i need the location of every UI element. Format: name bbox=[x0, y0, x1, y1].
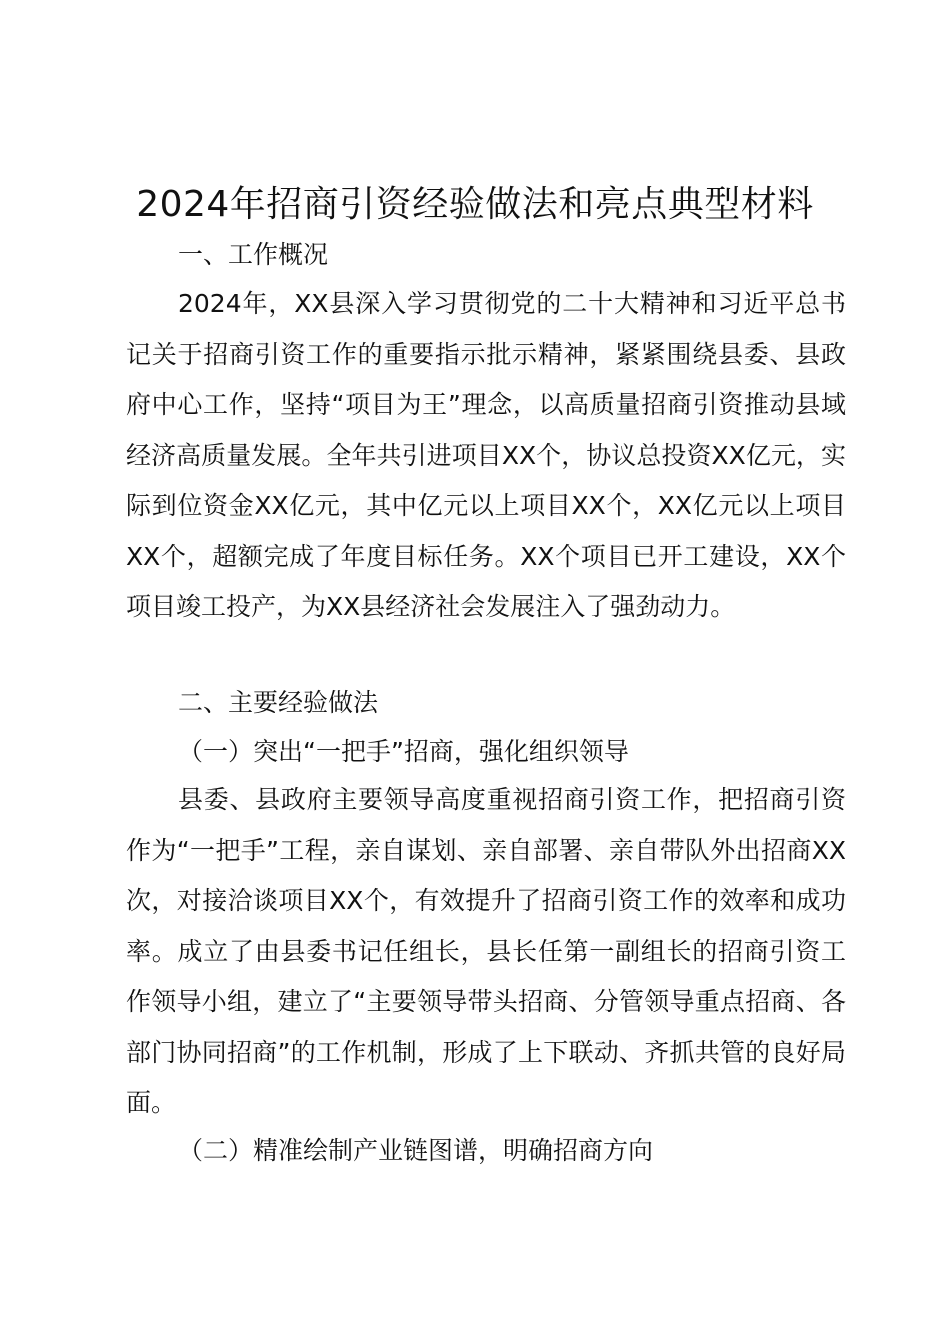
document-title: 2024年招商引资经验做法和亮点典型材料 bbox=[136, 184, 814, 225]
subsection-heading-industry-chain: （二）精准绘制产业链图谱，明确招商方向 bbox=[178, 1136, 654, 1165]
section-heading-overview: 一、工作概况 bbox=[178, 240, 329, 269]
leadership-paragraph: 县委、县政府主要领导高度重视招商引资工作，把招商引资作为“一把手”工程，亲自谋划、亲自部署、亲自带队外出招商XX次，对接洽谈项目XX个，有效提升了招商引资工作的效率和成功率。成立了由县委书记任组长，县长任第一副组长的招商引资工作领导小组，建立了“主要领导带头招商、分管领导重点招商、各部门协同招商”的工作机制，形成了上下联动、齐抓共管的良好局面。 bbox=[126, 785, 846, 1117]
subsection-heading-leadership: （一）突出“一把手”招商，强化组织领导 bbox=[178, 737, 629, 766]
section-heading-experience: 二、主要经验做法 bbox=[178, 688, 379, 717]
overview-paragraph: 2024年，XX县深入学习贯彻党的二十大精神和习近平总书记关于招商引资工作的重要指示批示精神，紧紧围绕县委、县政府中心工作，坚持“项目为王”理念，以高质量招商引资推动县域经济高质量发展。全年共引进项目XX个，协议总投资XX亿元，实际到位资金XX亿元，其中亿元以上项目XX个，XX亿元以上项目XX个，超额完成了年度目标任务。XX个项目已开工建设，XX个项目竣工投产，为XX县经济社会发展注入了强劲动力。 bbox=[126, 289, 846, 621]
